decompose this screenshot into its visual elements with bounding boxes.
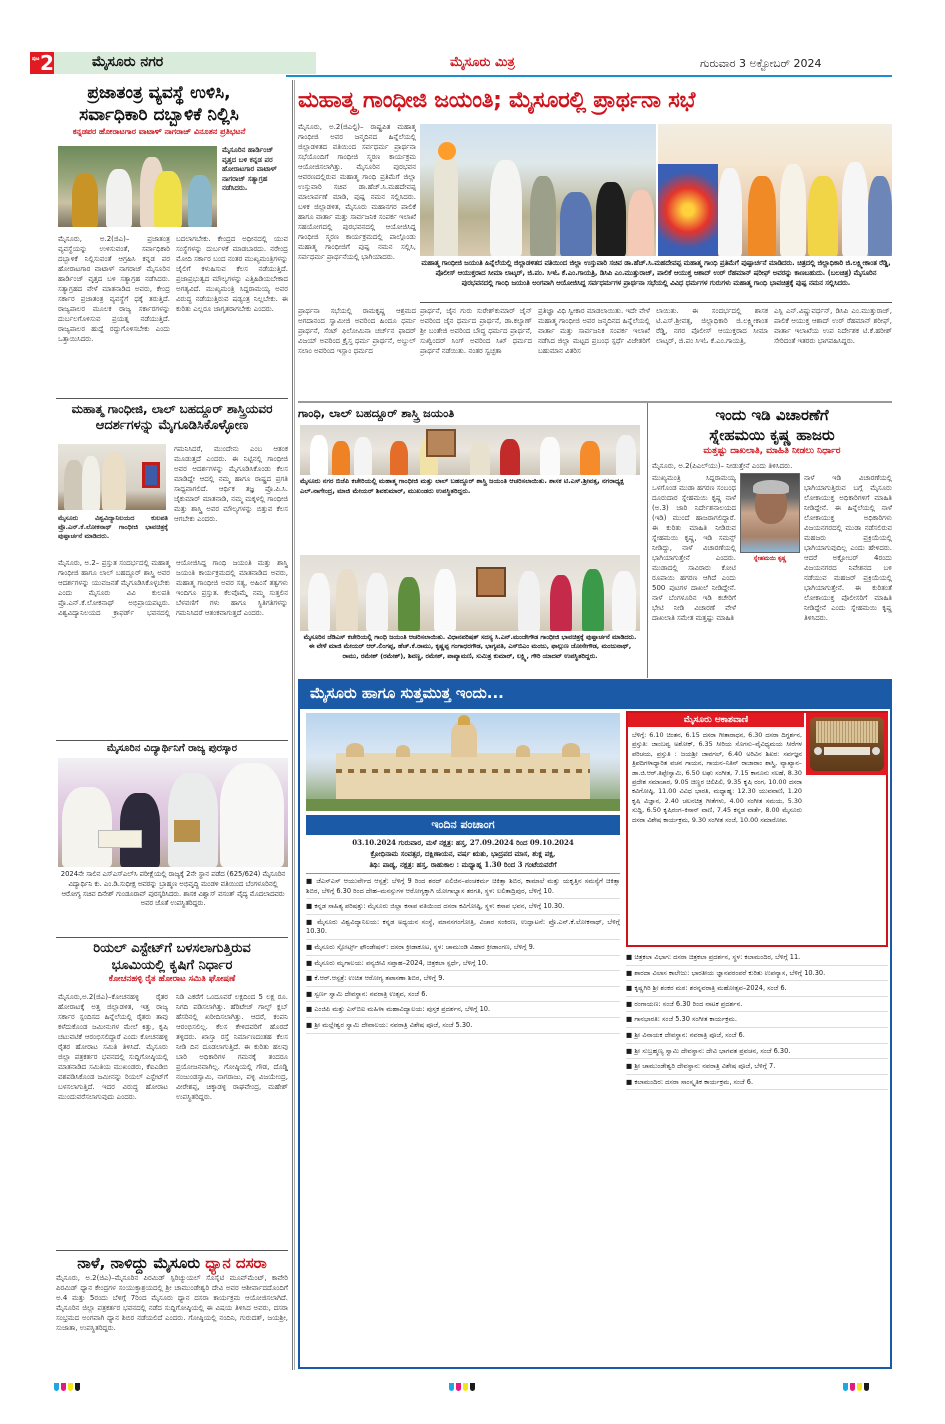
bullet-icon: ■ [626, 1030, 635, 1039]
article-body-col2: ಬದಲಾಗಬೇಕು. ಕೇಂದ್ರದ ಅಧೀನದಲ್ಲಿ ಯುವ ಸಂಸ್ಥೆಗಳನ್ನು ದುರ್ಬಳಕೆ ಮಾಡಬಾರದು. ನರೇಂದ್ರ ಮೋದಿ ಸರ್ಕಾರ ಬಂದ ನಂತರ ಮುಖ್ಯಮಂತ್ರಿಗಳನ್ನು ಜೈಲಿಗೆ ಕಳುಹಿಸುವ ಕೆಲಸ ನಡೆಯುತ್ತಿದೆ. ಪ್ರಜಾಪ್ರಭುತ್ವದ ಮೌಲ್ಯಗಳನ್ನು ಎತ್ತಿಹಿಡಿಯಬೇಕಾದ ಅಗತ್ಯವಿದೆ. ಮುಖ್ಯಮಂತ್ರಿ ಸಿದ್ದರಾಮಯ್ಯ ಅವರ ವಿರುದ್ಧ ನಡೆಯುತ್ತಿರುವ ಷಡ್ಯಂತ್ರ ನಿಲ್ಲಬೇಕು. ಈ ಕುರಿತು ಎಲ್ಲರೂ ಜಾಗೃತರಾಗಬೇಕು ಎಂದರು. [176, 235, 288, 313]
event-text: ಕಲಾಮಂದಿರ: ದಸರಾ ಸಾಂಸ್ಕೃತಿಕ ಕಾರ್ಯಕ್ರಮ, ಸಂಜೆ 6. [634, 1077, 754, 1086]
event-item [306, 1021, 620, 1034]
lead-body-col4: ಲಾಯಿತು. ಈ ಸಂದರ್ಭದಲ್ಲಿ ಶಾಸಕ ಟಿ.ಎಸ್.ಶ್ರೀವತ್ಸ, ಜಿಲ್ಲಾಧಿಕಾರಿ ಜಿ.ಲಕ್ಷ್ಮೀಕಾಂತ ರೆಡ್ಡಿ, ನಗರ ಪೊಲೀಸ್ ಆಯುಕ್ತರಾದ ಸೀಮಾ ಲಾಟ್ಕರ್, ಜಿ.ಪಂ ಸಿಇಓ ಕೆ.ಎಂ.ಗಾಯತ್ರಿ, [656, 307, 768, 345]
panchanga-line-3: ತಿಥಿ: ಪಾಡ್ಯ, ನಕ್ಷತ್ರ: ಹಸ್ತ, ರಾಹುಕಾಲ : ಮಧ್ಯಾಹ್ನ 1.30 ರಿಂದ 3 ಗಂಟೆಯವರೆಗೆ [369, 860, 557, 869]
caption-divider [420, 302, 892, 303]
protest-photo [58, 146, 217, 227]
article-body-right: ಗಮನಿಸಿದರೆ, ಮುಂದೇನು ಎಂಬ ಆತಂಕ ಮೂಡುತ್ತದೆ ಎಂದರು. ಈ ನಿಟ್ಟಿನಲ್ಲಿ ಗಾಂಧೀಜಿ ಅವರ ಆದರ್ಶಗಳನ್ನು ಮೈಗೂಡಿಸಿಕೊಂಡು ಕೆಲಸ ಮಾಡಿದ್ದೇ ಆದಲ್ಲಿ ನಮ್ಮ ಹಾಗೂ ರಾಷ್ಟ್ರದ ಪ್ರಗತಿ ಸಾಧ್ಯವಾಗಲಿದೆ. ಆರ್ಥಿಕ ತಜ್ಞ ಪ್ರೊ.ಪಿ.ಸಿ. ಜೈಕುಮಾರ್ ಮಾತನಾಡಿ, ನಮ್ಮ ಮಕ್ಕಳಲ್ಲಿ ಗಾಂಧೀಜಿ ಮತ್ತು ಶಾಸ್ತ್ರಿ ಅವರ ಮೌಲ್ಯಗಳನ್ನು ಬಿತ್ತುವ ಕೆಲಸ ಆಗಬೇಕು ಎಂದರು. [174, 445, 288, 523]
article-body: ಮೈಸೂರು, ಅ.2– ಪ್ರಸ್ತುತ ಸಂದರ್ಭದಲ್ಲಿ ಮಹಾತ್ಮ ಗಾಂಧೀಜಿ ಹಾಗೂ ಲಾಲ್ ಬಹದ್ದೂರ್ ಶಾಸ್ತ್ರಿ ಅವರ ಆದರ್ಶಗಳನ್ನು ಯುವಜನತೆ ಮೈಗೂಡಿಸಿಕೊಳ್ಳಬೇಕು ಎಂದು ಮೈಸೂರು ವಿವಿ ಕುಲಪತಿ ಪ್ರೊ.ಎನ್.ಕೆ.ಲೋಕನಾಥ್ ಅಭಿಪ್ರಾಯಪಟ್ಟರು. ವಿಶ್ವವಿದ್ಯಾನಿಲಯದ ಕ್ರಾಫರ್ಡ್ ಭವನದಲ್ಲಿ ಆಯೋಜಿಸಿದ್ದ ಗಾಂಧಿ ಜಯಂತಿ ಮತ್ತು ಶಾಸ್ತ್ರಿ ಜಯಂತಿ ಕಾರ್ಯಕ್ರಮದಲ್ಲಿ ಮಾತನಾಡಿದ ಅವರು, ಮಹಾತ್ಮ ಗಾಂಧೀಜಿ ಅವರ ಸತ್ಯ, ಅಹಿಂಸೆ ತತ್ವಗಳು ಇಂದಿಗೂ ಪ್ರಸ್ತುತ. ಕೆಲವೊಮ್ಮೆ ನಮ್ಮ ಸುತ್ತಲಿನ ಬೆಳವಣಿಗೆ ಗಳು ಹಾಗೂ ಸ್ಥಿತಿಗತಿಗಳನ್ನು ಗಮನಿಸಿದರೆ ಆತಂಕವಾಗುತ್ತದೆ ಎಂದರು. [58, 559, 288, 617]
cyan-mark [843, 1383, 848, 1391]
article-body-col2: ನಿಡಿ ಎಕರೆಗೆ ಒಂದೂವರೆ ಲಕ್ಷದಿಂದ 5 ಲಕ್ಷ ರೂ. ನಿಗದಿ ಪಡಿಸಲಾಗಿತ್ತು. ಹೆರಿಟೇಜ್ ಗಾಲ್ಫ್ ಕ್ಲಬ್ ಹೆಸರಿನಲ್ಲಿ ಖರೀದಿಸಲಾಗಿತ್ತು. ಆದರೆ, ಕಂಪನಿ ಆರಂಭಿಸಲಿಲ್ಲ. ಕೆಲಸ ಕೇಳಿದವರಿಗೆ ಹೊರದೆ ತಳ್ಳಿದರು. ಖಾಸ್ತಾ ರಸ್ತೆ ನಿರ್ಮಾಣದಂತಹ ಕೆಲಸ ನೀಡಿ ದಿನ ದೂಡಲಾಗುತ್ತಿದೆ. ಈ ಕುರಿತು ಹಲವು ಬಾರಿ ಅಧಿಕಾರಿಗಳ ಗಮನಕ್ಕೆ ತಂದರೂ ಪ್ರಯೋಜನವಾಗಿಲ್ಲ. ಗೋಷ್ಠಿಯಲ್ಲಿ ಗೌಡ, ದೊಡ್ಡಿ ನಂಜುಂಡಸ್ವಾಮಿ, ನಾಗರಾಜು, ಪಳ್ಳಿ ವಿಜಯೇಂದ್ರ, ವೀರೇಶಪ್ಪ, ಚಿಕ್ಕಾಡಳ್ಳಿ ರಾಘವೇಂದ್ರ, ಮಹೇಶ್ ಉಪಸ್ಥಿತರಿದ್ದರು. [176, 993, 288, 1101]
yellow-mark [68, 1383, 73, 1391]
article-body: ಮೈಸೂರು, ಅ.2(ಜಿಎ)–ಮೈಸೂರಿನ ಪಿರಮಿಡ್ ಸ್ಪಿರಿಚ್ಯುಯಲ್ ಸೊಸೈಟಿ ಮೂವ್‌ಮೆಂಟ್, ಕಾವೇರಿ ಪಿರಮಿಡ್ ಧ್ಯಾನ ಕೇಂದ್ರಗಳ ಸಂಯುಕ್ತಾಶ್ರಯದಲ್ಲಿ ಶ್ರೀ ಚಾಮುಂಡೇಶ್ವರಿ ದೇವಿ ಅವರ ಆಶೀರ್ವಾದದೊಂದಿಗೆ ಅ.4 ಮತ್ತು 5ರಂದು ಬೆಳಿಗ್ಗೆ 7ರಿಂದ ಮೈಸೂರು ಧ್ಯಾನ ದಸರಾ ಕಾರ್ಯಕ್ರಮ ಆಯೋಜಿಸಲಾಗಿದೆ. ಮೈಸೂರಿನ ಜಿಲ್ಲಾ ಪತ್ರಕರ್ತರ ಭವನದಲ್ಲಿ ನಡೆದ ಸುದ್ದಿಗೋಷ್ಠಿಯಲ್ಲಿ ಈ ವಿಷಯ ತಿಳಿಸಿದ ಅವರು, ದಸರಾ ಸಂಭ್ರಮದ ಅಂಗವಾಗಿ ಧ್ಯಾನ ಶಿಬಿರ ನಡೆಯಲಿದೆ ಎಂದರು. ಗೋಷ್ಠಿಯಲ್ಲಿ ನಂದಿನಿ, ಗುರುದತ್, ಜಯಶ್ರೀ, ಸುಜಾತಾ, ಉಪಸ್ಥಿತರಿದ್ದರು. [56, 1274, 288, 1332]
photo-caption-2: ಮೈಸೂರಿನ ಜೆಡಿಎಸ್ ಕಚೇರಿಯಲ್ಲಿ ಗಾಂಧಿ ಜಯಂತಿ ಆಚರಿಸಲಾಯಿತು. ವಿಧಾನಪರಿಷತ್ ಸದಸ್ಯ ಸಿ.ಎನ್.ಮಂಜೇಗೌಡ ಗಾಂಧೀಜಿ ಭಾವಚಿತ್ರಕ್ಕೆ ಪುಷ್ಪಾರ್ಚನೆ ಮಾಡಿದರು. ಈ ವೇಳೆ ಮಾಜಿ ಮೇಯರ್ ಆರ್.ಲಿಂಗಪ್ಪ, ಹೆಚ್.ಕೆ.ರಾಮು, ಕೃಷ್ಣಪ್ಪ ಗಂಗಾಧರಗೌಡ, ಭಾಗ್ಯವತಿ, ಎಸ್‌ಬಿಎಂ ಮಂಜು, ಫಾಲ್ಗುಣ ಜೋಸೇಗೌಡ, ಮಂಜುನಾಥ್, ರಾಮು, ರಮೇಶ್ (ರಮೇಶ್), ಶಿವಣ್ಣ, ರಮೇಶ್, ಪಾಪ್ಯಾಮಣಿ, ಸುಮಿತ್ರ ಕುಮಾರ್, ಲಕ್ಷ್ಮಿ, ಗೌರಿ ಯಾದವ್ ಉಪಸ್ಥಿತರಿದ್ದರು. [303, 633, 637, 660]
magenta-mark [61, 1383, 66, 1391]
article-gandhi-shastri-jayanti [298, 405, 643, 677]
bullet-icon: ■ [626, 968, 635, 977]
panchanga-title-bar [306, 815, 620, 835]
bullet-icon: ■ [306, 989, 315, 998]
event-text: ಮೈಸೂರು ವಿಶ್ವವಿದ್ಯಾನಿಲಯ: ಕನ್ನಡ ಅಧ್ಯಯನ ಸಂಸ್ಥೆ, ಮಾನಸಗಂಗೋತ್ರಿ, ವಿಚಾರ ಸಂಕಿರಣ, ಉದ್ಘಾಟನೆ: ಪ್ರೊ.ಎನ್.ಕೆ.ಲೋಕನಾಥ್, ಬೆಳಿಗ್ಗೆ 10.30. [306, 917, 620, 936]
bullet-icon: ■ [626, 1077, 635, 1086]
lead-body-col5: ಎಸ್ಪಿ ಎನ್.ವಿಷ್ಣುವರ್ಧನ್, ಡಿಸಿಪಿ ಎಂ.ಮುತ್ತುರಾಜ್, ಪಾಲಿಕೆ ಆಯುಕ್ತ ಆಶಾದ್ ಉರ್ ರೆಹಮಾನ್ ಶರೀಫ್, ವಾರ್ತಾ ಇಲಾಖೆಯ ಉಪ ನಿರ್ದೇಶಕ ಟಿ.ಕೆ.ಹರೀಶ್ ಸೇರಿದಂತೆ ಇತರರು ಭಾಗವಹಿಸಿದ್ದರು. [774, 307, 892, 345]
bullet-icon: ■ [626, 984, 635, 993]
bullet-icon: ■ [306, 974, 315, 983]
headline-line-2: ಆದರ್ಶಗಳನ್ನು ಮೈಗೂಡಿಸಿಕೊಳ್ಳೋಣ [95, 418, 249, 433]
masthead [30, 52, 892, 82]
event-text: ಕೃಷ್ಣಗಿರಿ ಶ್ರೀ ಶಂಕರ ಮಠ: ಶರನ್ನವರಾತ್ರಿ ಮಹೋತ್ಸವ–2024, ಸಂಜೆ 6. [634, 984, 787, 993]
print-marks-left [54, 1383, 80, 1391]
event-text: ಮೈಸೂರು ಮೃಗಾಲಯ: ವನ್ಯಜೀವಿ ಸಪ್ತಾಹ–2024, ಚಿತ್ರಕಲಾ ಸ್ಪರ್ಧೆ, ಬೆಳಿಗ್ಗೆ 10. [314, 958, 489, 967]
print-marks-right [843, 1383, 869, 1391]
bjp-office-photo [300, 425, 640, 475]
headline: ಮೈಸೂರಿನ ವಿದ್ಯಾರ್ಥಿನಿಗೆ ರಾಜ್ಯ ಪುರಸ್ಕಾರ [106, 743, 238, 754]
article-body-col1: ಮುಖ್ಯಮಂತ್ರಿ ಸಿದ್ದರಾಮಯ್ಯ ಒಳಗೊಂಡ ಮುಡಾ ಹಗರಣ ಸಂಬಂಧ ದೂರುದಾರ ಸ್ನೇಹಮಯಿ ಕೃಷ್ಣ ನಾಳೆ (ಅ.3) ಜಾರಿ ನಿರ್ದೇಶನಾಲಯದ (ಇಡಿ) ಮುಂದೆ ಹಾಜರಾಗಲಿದ್ದಾರೆ. ಈ ಕುರಿತು ಮಾಹಿತಿ ನೀಡಿರುವ ಸ್ನೇಹಮಯಿ ಕೃಷ್ಣ, ಇಡಿ ಸಮನ್ಸ್ ನೀಡಿದ್ದು, ನಾಳೆ ವಿಚಾರಣೆಯಲ್ಲಿ ಭಾಗಿಯಾಗುತ್ತೇನೆ ಎಂದರು. ಮುಡಾದಲ್ಲಿ ಸಾವಿರಾರು ಕೋಟಿ ರೂಪಾಯಿ ಹಗರಣ ಆಗಿದೆ ಎಂದು 500 ಪುಟಗಳ ದಾಖಲೆ ನೀಡಿದ್ದೇನೆ. ನಾಳೆ ಬೆಂಗಳೂರಿನ ಇಡಿ ಕಚೇರಿಗೆ ಭೇಟಿ ನೀಡಿ ವಿಚಾರಣೆ ವೇಳೆ ದಾಖಲಾತಿ ಸಮೇತ ಮತ್ತಷ್ಟು ಮಾಹಿತಿ [652, 474, 736, 622]
article-meditation-dasara [56, 1253, 288, 1368]
lead-intro: ಮೈಸೂರು, ಅ.2(ಜಿಎಲ್ಟಿ)– ರಾಷ್ಟ್ರಪಿತ ಮಹಾತ್ಮ ಗಾಂಧೀಜಿ ಅವರ ಜನ್ಮದಿನದ ಹಿನ್ನೆಲೆಯಲ್ಲಿ ಜಿಲ್ಲಾಡಳಿತದ ವತಿಯಿಂದ ಸರ್ವಧರ್ಮ ಪ್ರಾರ್ಥನಾ ಸಭೆಯೊಂದಿಗೆ ಗಾಂಧೀಜಿ ಸ್ಮರಣ ಕಾರ್ಯಕ್ರಮ ಆಯೋಜಿಸಲಾಗಿತ್ತು. ಮೈಸೂರಿನ ಪುರಭವನ ಆವರಣದಲ್ಲಿರುವ ಮಹಾತ್ಮ ಗಾಂಧಿ ಪ್ರತಿಮೆಗೆ ಜಿಲ್ಲಾ ಉಸ್ತುವಾರಿ ಸಚಿವ ಡಾ.ಹೆಚ್.ಸಿ.ಮಹದೇವಪ್ಪ ಮಾಲಾರ್ಪಣೆ ಮಾಡಿ, ಪುಷ್ಪ ನಮನ ಸಲ್ಲಿಸಿದರು. ಬಳಿಕ ಜಿಲ್ಲಾಡಳಿತ, ಮೈಸೂರು ಮಹಾನಗರ ಪಾಲಿಕೆ ಹಾಗೂ ವಾರ್ತಾ ಮತ್ತು ಸಾರ್ವಜನಿಕ ಸಂಪರ್ಕ ಇಲಾಖೆ ಸಹಯೋಗದಲ್ಲಿ ಪುರಭವನದಲ್ಲಿ ಆಯೋಜಿಸಿದ್ದ ಗಾಂಧೀಜಿ ಸ್ಮರಣ ಕಾರ್ಯಕ್ರಮದಲ್ಲಿ ಪಾಲ್ಗೊಂಡು ಮಹಾತ್ಮ ಗಾಂಧೀಜಿಗೆ ಪುಷ್ಪ ನಮನ ಸಲ್ಲಿಸಿ, ಸರ್ವಧರ್ಮ ಪ್ರಾರ್ಥನೆಯಲ್ಲಿ ಭಾಗಿಯಾದರು. [298, 123, 416, 261]
issue-date: ಗುರುವಾರ 3 ಅಕ್ಟೋಬರ್ 2024 [700, 57, 822, 70]
event-text: ಮೈಸೂರು ಸ್ಪೋರ್ಟ್ಸ್ ಫೌಂಡೇಷನ್: ದಸರಾ ಕ್ರೀಡಾಕೂಟ, ಸ್ಥಳ: ಚಾಮುಂಡಿ ವಿಹಾರ ಕ್ರೀಡಾಂಗಣ, ಬೆಳಿಗ್ಗೆ 9. [314, 942, 535, 951]
section-label-bg [54, 52, 316, 74]
subheadline: ಕೋಚನಹಳ್ಳಿ ರೈತ ಹೋರಾಟ ಸಮಿತಿ ಘೋಷಣೆ [108, 974, 236, 984]
bullet-icon: ■ [306, 958, 315, 967]
section-title: ಮೈಸೂರು ನಗರ [92, 54, 164, 70]
black-mark [864, 1383, 869, 1391]
dateline: ಮೈಸೂರು, ಅ.2(ಪಿಎಲ್‌ಯು)– ನೀಡುತ್ತೇನೆ ಎಂದು ತಿಳಿಸಿದರು. [652, 462, 793, 470]
event-text: ಕೆ.ಆರ್.ಆಸ್ಪತ್ರೆ: ಉಚಿತ ಆರೋಗ್ಯ ತಪಾಸಣಾ ಶಿಬಿರ, ಬೆಳಿಗ್ಗೆ 9. [314, 974, 445, 983]
event-text: ಸ್ವರ್ಣ ಸ್ವಾಮಿ ದೇವಸ್ಥಾನ: ನವರಾತ್ರಿ ಉತ್ಸವ, ಸಂಜೆ 6. [314, 989, 428, 998]
today-box-title-bar [300, 681, 890, 709]
lead-article-gandhi-jayanti [298, 84, 892, 399]
print-marks-center [449, 1383, 475, 1391]
section-divider [56, 1250, 288, 1251]
page-number-badge [30, 52, 54, 74]
radio-schedule: ಬೆಳಿಗ್ಗೆ: 6.10 ಚಿಂತನ, 6.15 ದಸರಾ ಗೀತಾರಾಧನ, 6.30 ದಸರಾ ದಿಗ್ದರ್ಶನ, ಪ್ರಸ್ತುತಿ: ಜಾಂಬವ್ವ ಅಶೋಕ್, 6.35 ಸೀರಿಯ ಸೊಗಸು–ವೈವಿಧ್ಯಮಯ ಸೀರೆಗಳ ಪರಿಚಯ, ಪ್ರಸ್ತುತಿ : ಜಯಶ್ರೀ ಜಾವಗಲ್, 6.40 ಅರಿವಿನ ಶಿಖರ: ಸರ್ವಜ್ಞನ ತ್ರಿಪದಿಗಳಾಧ್ಯಾರಿತ ವಚನ ಗಾಯನ, ಗಾಯನ–ನಿತಿನ್ ರಾಜಾರಾಂ ಶಾಸ್ತ್ರಿ, ವ್ಯಾಖ್ಯಾನ–ಡಾ.ಜಿ.ಆರ್.ತಿಪ್ಪೇಸ್ವಾಮಿ, 6.50 ಲಘು ಸಂಗೀತ, 7.15 ಕಾನೂನು ಸಲಹೆ, 8.30 ಪ್ರದೇಶ ಸಮಾಚಾರ, 9.05 ಚಿಣ್ಣರ ಚಿಲಿಪಿಲಿ, 9.35 ಕೃಷಿ ರಂಗ, 10.00 ದಸರಾ ಕವಿಗೋಷ್ಠಿ, 11.00 ವಿವಿಧ ಭಾರತಿ, ಮಧ್ಯಾಹ್ನ: 12.30 ಯುವವಾಣಿ, 1.20 ಕೃಷಿ ವಿಜ್ಞಾನ, 2.40 ಚಲನಚಿತ್ರ ಗೀತೆಗಳು, 4.00 ಸಂಗೀತ ಸಮಯ, 5.30 ಸುದ್ದಿ, 6.50 ಕೃಷಿರಂಗ–ಕಿಸಾನ್ ವಾಣಿ, 7.45 ಕನ್ನಡ ವಾರ್ತೆ, 8.00 ಮೈಸೂರು ದಸರಾ ವಿಶೇಷ ಕಾರ್ಯಕ್ರಮ, 9.30 ಸಂಗೀತ ಸಂಜೆ, 10.00 ಸಮಾರೋಪ. [632, 731, 802, 824]
event-item [626, 1047, 888, 1060]
event-text: ಶ್ರೀ ಸುಬ್ರಹ್ಮಣ್ಯ ಸ್ವಾಮಿ ದೇವಸ್ಥಾನ: ದೇವಿ ಭಾಗವತ ಪ್ರವಚನ, ಸಂಜೆ 6.30. [634, 1046, 791, 1055]
black-mark [470, 1383, 475, 1391]
photo-caption: ಮೈಸೂರು ವಿಶ್ವವಿದ್ಯಾನಿಲಯದ ಕುಲಪತಿ ಪ್ರೊ.ಎನ್.ಕೆ.ಲೋಕನಾಥ್ ಗಾಂಧೀಜಿ ಭಾವಚಿತ್ರಕ್ಕೆ ಪುಷ್ಪಾರ್ಚನೆ ಮಾಡಿದರು. [58, 514, 168, 540]
bullet-icon: ■ [306, 917, 318, 926]
magenta-mark [850, 1383, 855, 1391]
masthead-blue-rule [286, 75, 892, 77]
bullet-icon: ■ [626, 1015, 635, 1024]
article-body-col1: ಮೈಸೂರು,ಅ.2(ಜಿಎ)–ಕೋಚನಹಳ್ಳಿ ರೈತರ ಹೋರಾಟಕ್ಕೆ ಅತ್ತ ಜಿಲ್ಲಾಡಳಿತ, ಇತ್ತ ರಾಜ್ಯ ಸರ್ಕಾರ ಸ್ಪಂದಿಸದ ಹಿನ್ನೆಲೆಯಲ್ಲಿ ರೈತರು ತಾವು ಕಳೆದುಕೊಂಡ ಜಮೀನುಗಳ ಮೇಲೆ ಕಿತ್ತು, ಕೃಷಿ ಚಟುವಟಿಕೆ ಆರಂಭಿಸಲಿದ್ದಾರೆ ಎಂದು ಕೋಚನಹಳ್ಳಿ ರೈತರ ಹೋರಾಟ ಸಮಿತಿ ತಿಳಿಸಿದೆ. ಮೈಸೂರು ಜಿಲ್ಲಾ ಪತ್ರಕರ್ತರ ಭವನದಲ್ಲಿ ಸುದ್ದಿಗೋಷ್ಠಿಯಲ್ಲಿ ಮಾತನಾಡಿದ ಸಮಿತಿಯ ಮುಖಂಡರು, ಕೆಐಎಡಿಬಿ ವಶಪಡಿಸಿಕೊಂಡ ಜಮೀನನ್ನು ರಿಯಲ್ ಎಸ್ಟೇಟ್‌ಗೆ ಬಳಸಲಾಗುತ್ತಿದೆ. ಇದರ ವಿರುದ್ಧ ಹೋರಾಟ ಮುಂದುವರೆಸಲಾಗುವುದು ಎಂದರು. [58, 993, 168, 1101]
bullet-icon: ■ [626, 953, 635, 961]
article-student-award [56, 742, 288, 932]
event-text: ಚಿತ್ರಕಲಾ ವಿಭಾಗ: ದಸರಾ ಚಿತ್ರಕಲಾ ಪ್ರದರ್ಶನ, ಸ್ಥಳ: ಕಲಾಮಂದಿರ, ಬೆಳಿಗ್ಗೆ 11. [634, 953, 801, 961]
today-in-mysuru-box [298, 679, 892, 1369]
headline-line-1: ರಿಯಲ್ ಎಸ್ಟೇಟ್‌ಗೆ ಬಳಸಲಾಗುತ್ತಿರುವ [93, 941, 251, 956]
lead-body-col1: ಪ್ರಾರ್ಥನಾ ಸಭೆಯಲ್ಲಿ ರಾಮಕೃಷ್ಣ ಆಶ್ರಮದ ಅಗದಾನಂದ ಸ್ವಾಮೀಜಿ ಅವರಿಂದ ಹಿಂದೂ ಧರ್ಮ ಪ್ರಾರ್ಥನೆ, ಸೆಂಟ್ ಫಿಲೋಮಿನಾ ಚರ್ಚ್‌ನ ಫಾದರ್ ವಿಜಯ್ ಅವರಿಂದ ಕ್ರೈಸ್ತ ಧರ್ಮ ಪ್ರಾರ್ಥನೆ, ಅಬ್ದುಲ್ ಸಲಾಂ ಅವರಿಂದ ಇಸ್ಲಾಂ ಧರ್ಮದ [298, 307, 416, 355]
photo-caption-1: ಮೈಸೂರು ನಗರ ಬಿಜೆಪಿ ಕಚೇರಿಯಲ್ಲಿ ಮಹಾತ್ಮ ಗಾಂಧೀಜಿ ಮತ್ತು ಲಾಲ್ ಬಹದ್ದೂರ್ ಶಾಸ್ತ್ರಿ ಜಯಂತಿ ಆಚರಿಸಲಾಯಿತು. ಶಾಸಕ ಟಿ.ಎಸ್.ಶ್ರೀವತ್ಸ, ನಗರಾಧ್ಯಕ್ಷ ಎಲ್.ನಾಗೇಂದ್ರ, ಮಾಜಿ ಮೇಯರ್ ಶಿವಕುಮಾರ್, ಮುಖಂಡರು ಉಪಸ್ಥಿತರಿದ್ದರು. [300, 477, 624, 495]
bullet-icon: ■ [306, 877, 317, 885]
panchanga-divider [306, 873, 620, 874]
event-item [306, 974, 620, 987]
akashvani-title: ಮೈಸೂರು ಆಕಾಶವಾಣಿ [683, 715, 749, 725]
event-text: ಕನ್ನಡ ಸಾಹಿತ್ಯ ಪರಿಷತ್ತು: ಮೈಸೂರು ಜಿಲ್ಲಾ ಕಸಾಪ ವತಿಯಿಂದ ದಸರಾ ಕವಿಗೋಷ್ಠಿ, ಸ್ಥಳ: ಕಸಾಪ ಭವನ, ಬೆಳಿಗ್ಗೆ 10.30. [314, 902, 565, 911]
article-body-col1: ಮೈಸೂರು, ಅ.2(ಜಿಎ)– ಪ್ರಜಾತಂತ್ರ ವ್ಯವಸ್ಥೆಯನ್ನು ಉಳಿಸುವಂತೆ, ಸರ್ವಾಧಿಕಾರಿ ದಬ್ಬಾಳಿಕೆ ನಿಲ್ಲಿಸುವಂತೆ ಆಗ್ರಹಿಸಿ ಕನ್ನಡ ಪರ ಹೋರಾಟಗಾರ ವಾಟಾಳ್ ನಾಗರಾಜ್ ಮೈಸೂರಿನ ಹಾರ್ಡಿಂಜ್ ವೃತ್ತದ ಬಳಿ ಸತ್ಯಾಗ್ರಹ ನಡೆಸಿದರು. ಸತ್ಯಾಗ್ರಹದ ವೇಳೆ ಮಾತನಾಡಿದ ಅವರು, ಕೇಂದ್ರ ಸರ್ಕಾರ ಪ್ರಜಾತಂತ್ರ ವ್ಯವಸ್ಥೆಗೆ ಧಕ್ಕೆ ತರುತ್ತಿದೆ. ರಾಜ್ಯಪಾಲರ ಮೂಲಕ ರಾಜ್ಯ ಸರ್ಕಾರಗಳನ್ನು ದುರ್ಬಲಗೊಳಿಸುವ ಪ್ರಯತ್ನ ನಡೆಯುತ್ತಿದೆ. ರಾಜ್ಯಪಾಲರ ಹುದ್ದೆ ರದ್ದುಗೊಳಿಸಬೇಕು ಎಂದು ಒತ್ತಾಯಿಸಿದರು. [58, 235, 170, 343]
event-item [306, 1005, 620, 1018]
bullet-icon: ■ [626, 1046, 635, 1055]
black-mark [75, 1383, 80, 1391]
lead-photo-right [658, 124, 892, 256]
headline-black: ನಾಳೆ, ನಾಳಿದ್ದು ಮೈಸೂರು [77, 1254, 201, 1272]
event-item [626, 1078, 888, 1091]
cyan-mark [449, 1383, 454, 1391]
bullet-icon: ■ [306, 1020, 315, 1029]
article-real-estate-farming [56, 940, 288, 1210]
events-list-right [626, 953, 888, 1363]
column-rule [292, 80, 293, 1370]
event-text: ಗಾನಭಾರತಿ: ಸಂಜೆ 5.30 ಸಂಗೀತ ಕಾರ್ಯಕ್ರಮ. [634, 1015, 737, 1024]
paper-name: ಮೈಸೂರು ಮಿತ್ರ [450, 55, 515, 70]
event-item [626, 953, 888, 966]
lead-body-col3: ಪ್ರತಿಜ್ಞಾ ವಿಧಿ ಸ್ವೀಕಾರ ಮಾಡಲಾಯಿತು. ಇದೇ ವೇಳೆ ಮಹಾತ್ಮ ಗಾಂಧೀಜಿ ಅವರ ಜನ್ಮದಿನದ ಹಿನ್ನೆಲೆಯಲ್ಲಿ ವಾರ್ತಾ ಮತ್ತು ಸಾರ್ವಜನಿಕ ಸಂಪರ್ಕ ಇಲಾಖೆ ನಡೆಸಿದ ಜಿಲ್ಲಾ ಮಟ್ಟದ ಪ್ರಬಂಧ ಸ್ಪರ್ಧೆ ವಿಜೇತರಿಗೆ ಬಹುಮಾನ ವಿತರಿಸ [538, 307, 650, 355]
event-item [626, 1000, 888, 1013]
panchanga-line-2: ಕ್ರೋಧಿನಾಮ ಸಂವತ್ಸರ, ದಕ್ಷಿಣಾಯನ, ವರ್ಷ ಋತು, ಭಾದ್ರಪದ ಮಾಸ, ಶುಕ್ಲ ಪಕ್ಷ, [370, 849, 556, 858]
article-ed-inquiry [652, 405, 892, 677]
bullet-icon: ■ [306, 942, 315, 951]
headline-line-2: ಭೂಮಿಯಲ್ಲಿ ಕೃಷಿಗೆ ನಿರ್ಧಾರ [111, 958, 233, 973]
column-rule [647, 403, 648, 678]
event-text: ಶ್ರೀ ಮಲ್ಲೇಶ್ವರ ಸ್ವಾಮಿ ದೇವಾಲಯ: ನವರಾತ್ರಿ ವಿಶೇಷ ಪೂಜೆ, ಸಂಜೆ 5.30. [314, 1020, 473, 1029]
panchanga-details [306, 837, 620, 870]
today-box-title: ಮೈಸೂರು ಹಾಗೂ ಸುತ್ತಮುತ್ತ ಇಂದು... [310, 684, 504, 702]
event-item [306, 943, 620, 956]
photo-name-label: ಸ್ನೇಹಮಯಿ ಕೃಷ್ಣ [753, 555, 787, 562]
section-divider [56, 937, 288, 938]
page-number: 2 [40, 51, 54, 75]
article-gandhi-shastri-ideals [56, 402, 288, 717]
jds-office-photo [300, 555, 640, 631]
bullet-icon: ■ [306, 1005, 315, 1014]
event-text: ಶಾರದಾ ವಿಲಾಸ ಕಾಲೇಜು: ಭಾರತೀಯ ಜ್ಞಾನಪರಂಪರೆ ಕುರಿತು ಉಪನ್ಯಾಸ, ಬೆಳಿಗ್ಗೆ 10.30. [634, 968, 826, 977]
event-item [306, 877, 620, 899]
lead-body-col2: ಪ್ರಾರ್ಥನೆ, ಜೈನ ಗುರು ಸುರೇಶ್‌ಕುಮಾರ್ ಜೈನ್ ಅವರಿಂದ ಜೈನ ಧರ್ಮದ ಪ್ರಾರ್ಥನೆ, ಡಾ.ಕಲ್ಯಾಣ್ ಶ್ರೀ ಬಂತೇಜಿ ಅವರಿಂದ ಬೌದ್ಧ ಧರ್ಮದ ಪ್ರಾರ್ಥನೆ, ಸುಖ್ವಿಂದರ್ ಸಿಂಗ್ ಅವರಿಂದ ಸಿಖ್ ಧರ್ಮದ ಪ್ರಾರ್ಥನೆ ನಡೆಯಿತು. ನಂತರ ಸ್ವಚ್ಛತಾ [420, 307, 532, 355]
section-divider [56, 740, 288, 741]
event-text: ಎಂಜಿಪಿ ಮತ್ತು ಎಸ್‌ಬಿಐ ಮಹಿಳಾ ಮಹಾವಿದ್ಯಾಲಯ: ಪುಸ್ತಕ ಪ್ರದರ್ಶನ, ಬೆಳಿಗ್ಗೆ 10. [314, 1005, 491, 1014]
snehamayi-krishna-photo [740, 473, 800, 553]
photo-caption: ಮೈಸೂರಿನ ಹಾರ್ಡಿಂಜ್ ವೃತ್ತದ ಬಳಿ ಕನ್ನಡ ಪರ ಹೋರಾಟಗಾರ ವಾಟಾಳ್ ನಾಗರಾಜ್ ಸತ್ಯಾಗ್ರಹ ನಡೆಸಿದರು. [222, 146, 277, 193]
headline-line-2: ಸರ್ವಾಧಿಕಾರಿ ದಬ್ಬಾಳಿಕೆ ನಿಲ್ಲಿಸಿ [79, 105, 239, 125]
event-item [626, 984, 888, 997]
event-item [306, 918, 620, 940]
subheadline: ಮತ್ತಷ್ಟು ದಾಖಲಾತಿ, ಮಾಹಿತಿ ನೀಡಲು ನಿರ್ಧಾರ [703, 446, 841, 456]
mysore-palace-photo [306, 713, 620, 811]
event-item [306, 902, 620, 915]
yellow-mark [857, 1383, 862, 1391]
headline-line-1: ಇಂದು ಇಡಿ ವಿಚಾರಣೆಗೆ [715, 406, 829, 424]
section-divider [298, 401, 892, 403]
bullet-icon: ■ [626, 1062, 635, 1071]
lead-headline: ಮಹಾತ್ಮ ಗಾಂಧೀಜಿ ಜಯಂತಿ; ಮೈಸೂರಲ್ಲಿ ಪ್ರಾರ್ಥನಾ ಸಭೆ [298, 88, 696, 113]
lead-photo-left [420, 124, 656, 256]
event-text: ಶ್ರೀ ವಿನಾಯಕ ದೇವಸ್ಥಾನ: ನವರಾತ್ರಿ ಪೂಜೆ, ಸಂಜೆ 6. [634, 1030, 745, 1039]
subheadline: ಕನ್ನಡಪರ ಹೋರಾಟಗಾರ ವಾಟಾಳ್ ನಾಗರಾಜ್ ವಿನೂತನ ಪ್ರತಿಭಟನೆ [72, 127, 246, 136]
event-text: ಶ್ರೀ ಚಾಮುಂಡೇಶ್ವರಿ ದೇವಸ್ಥಾನ: ನವರಾತ್ರಿ ವಿಶೇಷ ಪೂಜೆ, ಬೆಳಿಗ್ಗೆ 7. [634, 1062, 776, 1071]
headline-line-1: ಮಹಾತ್ಮ ಗಾಂಧೀಜಿ, ಲಾಲ್ ಬಹದ್ದೂರ್ ಶಾಸ್ತ್ರಿಯವರ [71, 402, 273, 416]
event-text: ಜೆಎಸ್ಎಸ್ ಆಯುರ್ವೇದ ಆಸ್ಪತ್ರೆ: ಬೆಳಿಗ್ಗೆ 9 ರಿಂದ ಶರದ್ ಏಲಿಜಿನ–ಪಂಚಕರ್ಮ ಚಿಕಿತ್ಸಾ ಶಿಬಿರ, ಕಾಮಾಲೆ ಮತ್ತು ಯಕೃತ್ತಿನ ಸಮಸ್ಯೆಗೆ ಚಿಕಿತ್ಸಾ ಶಿಬಿರ, ಬೆಳಿಗ್ಗೆ 6.30 ರಿಂದ ದೇಹ–ಮನಸ್ಸುಗಳ ಆರೋಗ್ಯಕ್ಕಾಗಿ ಯೋಗಾಭ್ಯಾಸ ತರಗತಿ, ಸ್ಥಳ: ಲಲಿತಾದ್ರಿಪುರ, ಬೆಳಿಗ್ಗೆ 10. [306, 877, 620, 895]
magenta-mark [456, 1383, 461, 1391]
akashvani-title-bar [628, 713, 804, 727]
event-item [626, 969, 888, 982]
event-text: ರಂಗಾಯಣ: ಸಂಜೆ 6.30 ರಿಂದ ನಾಟಕ ಪ್ರದರ್ಶನ. [634, 999, 743, 1008]
panchanga-title: ಇಂದಿನ ಪಂಚಾಂಗ [431, 818, 495, 831]
article-body-col2: ನಾಳೆ ಇಡಿ ವಿಚಾರಣೆಯಲ್ಲಿ ಭಾಗಿಯಾಗುತ್ತಿರುವ ಬಗ್ಗೆ ಮೈಸೂರು ಲೋಕಾಯುಕ್ತ ಅಧಿಕಾರಿಗಳಿಗೆ ಮಾಹಿತಿ ನೀಡಿದ್ದೇನೆ. ಈ ಹಿನ್ನೆಲೆಯಲ್ಲಿ ನಾಳೆ ಲೋಕಾಯುಕ್ತ ಅಧಿಕಾರಿಗಳು ವಿಜಯನಗರದಲ್ಲಿ ಮುಡಾ ನಡೆಸಲಿರುವ ಮಹಜರು ಪ್ರಕ್ರಿಯೆಯಲ್ಲಿ ಭಾಗಿಯಾಗುವುದಿಲ್ಲ ಎಂದು ಹೇಳಿದರು. ಆದರೆ ಅಕ್ಟೋಬರ್ 4ರಂದು ವಿಜಯನಗರದ ನಿವೇಶನದ ಬಳಿ ನಡೆಯುವ ಮಹಜರ್ ಪ್ರಕ್ರಿಯೆಯಲ್ಲಿ ಭಾಗಿಯಾಗುತ್ತೇನೆ. ಈ ಕುರಿತಂತೆ ಲೋಕಾಯುಕ್ತ ಪೊಲೀಸರಿಗೆ ಮಾಹಿತಿ ನೀಡಿದ್ದೇನೆ ಎಂದು ಸ್ನೇಹಮಯಿ ಕೃಷ್ಣ ತಿಳಿಸಿದರು. [804, 474, 892, 622]
radio-icon [806, 713, 888, 775]
bullet-icon: ■ [626, 999, 635, 1008]
lead-photo-caption: ಮಹಾತ್ಮ ಗಾಂಧೀಜಿ ಜಯಂತಿ ಹಿನ್ನೆಲೆಯಲ್ಲಿ ಜಿಲ್ಲಾಡಳಿತದ ವತಿಯಿಂದ ಜಿಲ್ಲಾ ಉಸ್ತುವಾರಿ ಸಚಿವ ಡಾ.ಹೆಚ್.ಸಿ.ಮಹದೇವಪ್ಪ ಮಹಾತ್ಮ ಗಾಂಧಿ ಪ್ರತಿಮೆಗೆ ಪುಷ್ಪಾರ್ಚನೆ ಮಾಡಿದರು. ಚಿತ್ರದಲ್ಲಿ ಜಿಲ್ಲಾಧಿಕಾರಿ ಜಿ.ಲಕ್ಷ್ಮೀಕಾಂತ ರೆಡ್ಡಿ, ಪೊಲೀಸ್ ಆಯುಕ್ತರಾದ ಸೀಮಾ ಲಾಟ್ಕರ್, ಜಿ.ಪಂ. ಸಿಇಓ ಕೆ.ಎಂ.ಗಾಯತ್ರಿ, ಡಿಸಿಪಿ ಎಂ.ಮುತ್ತುರಾಜ್, ಪಾಲಿಕೆ ಆಯುಕ್ತ ಆಶಾದ್ ಉರ್ ರೆಹಮಾನ್ ಷರೀಫ್ ಅವರನ್ನು ಕಾಣಬಹುದು. (ಬಲಚಿತ್ರ) ಮೈಸೂರಿನ ಪುರಭವನದಲ್ಲಿ ಗಾಂಧಿ ಜಯಂತಿ ಅಂಗವಾಗಿ ಆಯೋಜಿಸಿದ್ದ ಸರ್ವಧರ್ಮಗಳ ಪ್ರಾರ್ಥನಾ ಸಭೆಯಲ್ಲಿ ವಿವಿಧ ಧರ್ಮಗಳ ಗುರುಗಳು ಮಹಾತ್ಮ ಗಾಂಧಿ ಭಾವಚಿತ್ರಕ್ಕೆ ಪುಷ್ಪ ನಮನ ಸಲ್ಲಿಸಿದರು. [421, 259, 891, 287]
headline-line-1: ಪ್ರಜಾತಂತ್ರ ವ್ಯವಸ್ಥೆ ಉಳಿಸಿ, [87, 83, 231, 103]
event-item [626, 1062, 888, 1075]
event-item [306, 990, 620, 1003]
akashvani-box [626, 711, 888, 947]
events-list-left [306, 877, 620, 1363]
yellow-mark [463, 1383, 468, 1391]
event-item [626, 1015, 888, 1028]
panchanga-line-1: 03.10.2024 ಗುರುವಾರ, ಮಳೆ ನಕ್ಷತ್ರ: ಹಸ್ತ, 27.09.2024 ರಿಂದ 09.10.2024 [352, 838, 574, 847]
headline-red: ಧ್ಯಾನ ದಸರಾ [205, 1254, 267, 1272]
column-rule [294, 80, 295, 1370]
headline [56, 1253, 288, 1273]
bullet-icon: ■ [306, 902, 315, 911]
cyan-mark [54, 1383, 59, 1391]
award-photo [58, 758, 288, 867]
headline: ಗಾಂಧಿ, ಲಾಲ್ ಬಹದ್ದೂರ್ ಶಾಸ್ತ್ರಿ ಜಯಂತಿ [298, 406, 455, 420]
headline-line-2: ಸ್ನೇಹಮಯಿ ಕೃಷ್ಣ ಹಾಜರು [709, 426, 835, 444]
event-item [306, 959, 620, 972]
event-item [626, 1031, 888, 1044]
photo-caption: 2024ನೇ ಸಾಲಿನ ಎಸ್‌ಎಸ್‌ಎಲ್‌ಸಿ ಪರೀಕ್ಷೆಯಲ್ಲಿ ರಾಜ್ಯಕ್ಕೆ 2ನೇ ಸ್ಥಾನ ಪಡೆದ (625/624) ಮೈಸೂರಿನ ವಿದ್ಯಾರ್ಥಿನಿ ಕು. ಎಂ.ಡಿ.ಸುಧೀಕ್ಷ ಅವರನ್ನು ಬ್ರಾಹ್ಮಣ ಅಭಿವೃದ್ಧಿ ಮಂಡಳಿ ವತಿಯಿಂದ ಬೆಂಗಳೂರಿನಲ್ಲಿ ಆರೋಗ್ಯ ಸಚಿವ ದಿನೇಶ್ ಗುಂಡೂರಾವ್ ಪುರಸ್ಕರಿಸಿದರು. ಶಾಸಕ ವಿಶ್ವಾಸ್ ವಸಂತ್ ವೈದ್ಯ ಮೊದಲಾದವರು ಅವರ ಜೊತೆ ಉಪಸ್ಥಿತರಿದ್ದರು. [60, 870, 286, 908]
section-divider [56, 398, 288, 399]
page-label: ಪುಟ [32, 56, 40, 62]
vice-chancellor-photo [58, 444, 166, 510]
article-democracy [30, 82, 288, 392]
